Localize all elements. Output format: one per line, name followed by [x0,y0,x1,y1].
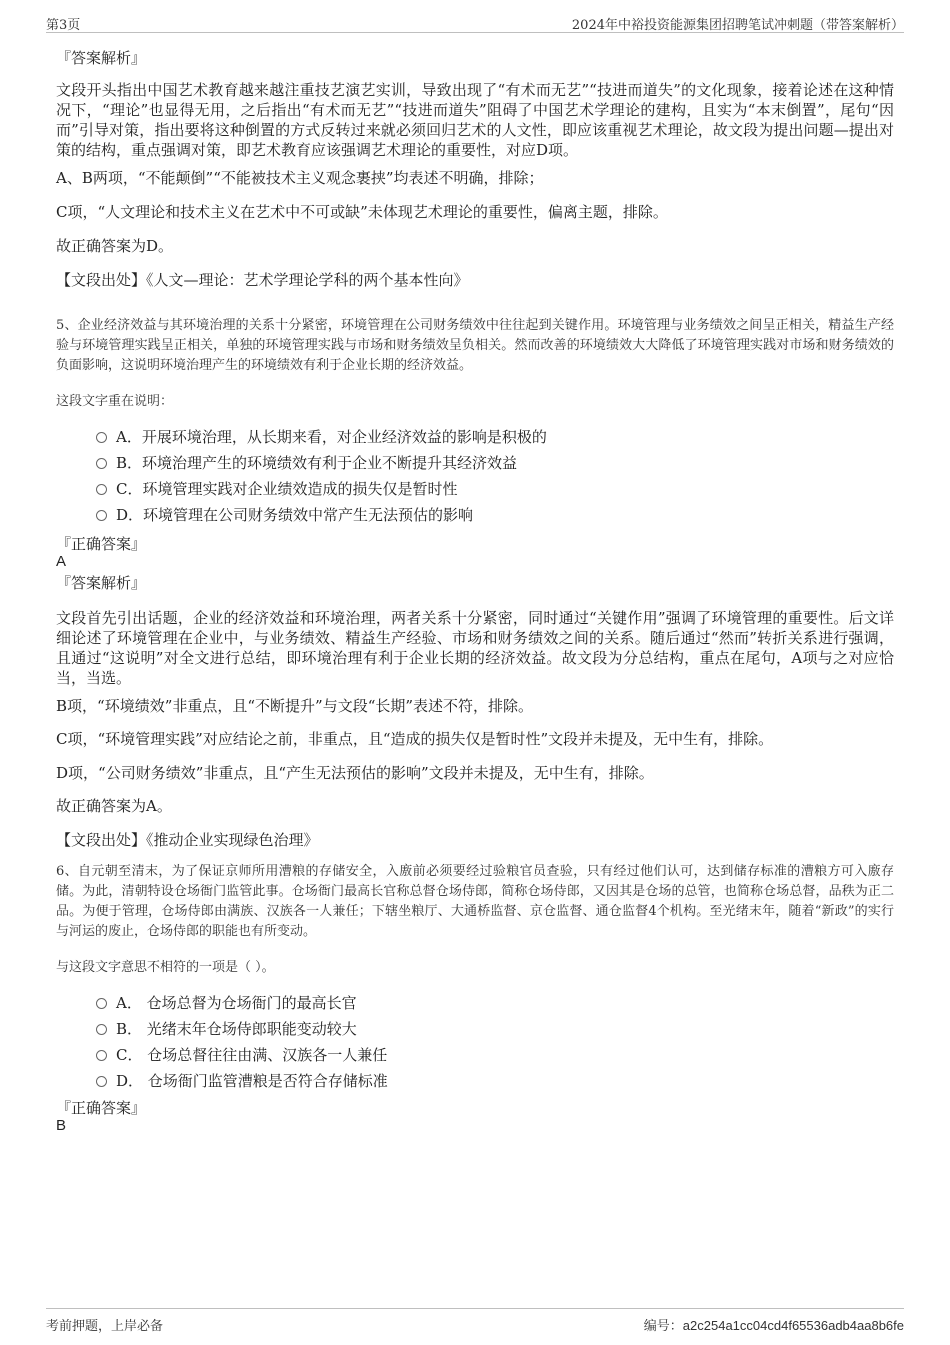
page-number: 第3页 [46,18,81,33]
q6-option-d[interactable]: D． 仓场衙门监管漕粮是否符合存储标准 [96,1068,894,1094]
q4-source: 【文段出处】《人文—理论：艺术学理论学科的两个基本性向》 [56,271,469,289]
q5-options [96,424,894,528]
q6-options [96,990,894,1094]
q5-conclusion: 故正确答案为A。 [56,797,172,815]
radio-icon[interactable] [96,510,107,521]
q5-answer: A [56,553,67,570]
q5-explain-d: D项，“公司财务绩效”非重点，且“产生无法预估的影响”文段并未提及，无中生有，排除。 [56,764,654,782]
document-title: 2024年中裕投资能源集团招聘笔试冲刺题（带答案解析） [571,18,904,33]
radio-icon[interactable] [96,1076,107,1087]
q4-explain-ab: A、B两项，“不能颠倒”“不能被技术主义观念裹挟”均表述不明确，排除； [56,169,544,187]
q5-explain-c: C项，“环境管理实践”对应结论之前，非重点，且“造成的损失仅是暂时性”文段并未提及，无中生有，排除。 [56,730,774,748]
footer-slogan: 考前押题，上岸必备 [46,1319,164,1334]
page-footer [46,1308,904,1337]
code-value: a2c254a1cc04cd4f65536adb4aa8b6fe [682,1318,904,1333]
radio-icon[interactable] [96,432,107,443]
q5-option-a[interactable]: A．开展环境治理，从长期来看，对企业经济效益的影响是积极的 [96,424,894,450]
radio-icon[interactable] [96,458,107,469]
q5-explain-b: B项，“环境绩效”非重点，且“不断提升”与文段“长期”表述不符，排除。 [56,697,534,715]
q5-option-c[interactable]: C．环境管理实践对企业绩效造成的损失仅是暂时性 [96,476,894,502]
q5-source: 【文段出处】《推动企业实现绿色治理》 [56,831,319,849]
q6-stem: 6、自元朝至清末，为了保证京师所用漕粮的存储安全，入廒前必须要经过验粮官员查验，只有经过他们认可，达到储存标准的漕粮方可入廒存储。为此，清朝特设仓场衙门监管此事。仓场衙门最高长官称总督仓场侍郎，简称仓场侍郎，又因其是仓场的总管，也简称仓场总督，品秩为正二品。为便于管理，仓场侍郎由满族、汉族各一人兼任；下辖坐粮厅、大通桥监督、京仓监督、通仓监督4个机构。至光绪末年，随着“新政”的实行与河运的废止，仓场侍郎的职能也有所变动。 [56,864,894,939]
q6-answer-label: 『正确答案』 [56,1099,147,1117]
q5-option-b[interactable]: B．环境治理产生的环境绩效有利于企业不断提升其经济效益 [96,450,894,476]
q4-analysis: 文段开头指出中国艺术教育越来越注重技艺演艺实训，导致出现了“有术而无艺”“技进而道失”的文化现象，接着论述在这种情况下，“理论”也显得无用，之后指出“有术而无艺”“技进而道失”阻碍了中国艺术学理论的建构，且实为“本末倒置”，尾句“因而”引导对策，指出要将这种倒置的方式反转过来就必须回归艺术的人文性，即应该重视艺术理论，故文段为提出问题—提出对策的结构，重点强调对策，即艺术教育应该强调艺术理论的重要性，对应D项。 [56,81,894,159]
q5-answer-label: 『正确答案』 [56,535,147,553]
document-code [644,1315,904,1334]
q4-analysis-label: 『答案解析』 [56,49,147,67]
q5-stem: 5、企业经济效益与其环境治理的关系十分紧密，环境管理在公司财务绩效中往往起到关键作用。环境管理与业务绩效之间呈正相关，精益生产经验与环境管理实践呈正相关，单独的环境管理实践与市场和财务绩效呈负相关。然而改善的环境绩效大大降低了环境管理实践对市场和财务绩效的负面影响，这说明环境治理产生的环境绩效有利于企业长期的经济效益。 [56,318,894,373]
q5-analysis-label: 『答案解析』 [56,574,147,592]
q6-option-b[interactable]: B． 光绪末年仓场侍郎职能变动较大 [96,1016,894,1042]
radio-icon[interactable] [96,484,107,495]
q6-question: 与这段文字意思不相符的一项是（ ）。 [56,960,275,975]
q6-option-a[interactable]: A． 仓场总督为仓场衙门的最高长官 [96,990,894,1016]
q5-question: 这段文字重在说明： [56,394,174,409]
q4-conclusion: 故正确答案为D。 [56,237,174,255]
q4-explain-c: C项，“人文理论和技术主义在艺术中不可或缺”未体现艺术理论的重要性，偏离主题，排除。 [56,203,668,221]
radio-icon[interactable] [96,1050,107,1061]
code-label: 编号： [643,1319,683,1334]
page-header [46,12,904,33]
q5-analysis: 文段首先引出话题，企业的经济效益和环境治理，两者关系十分紧密，同时通过“关键作用”强调了环境管理的重要性。后文详细论述了环境管理在企业中，与业务绩效、精益生产经验、市场和财务绩效之间的关系。随后通过“然而”转折关系进行强调，且通过“这说明”对全文进行总结，即环境治理有利于企业长期的经济效益。故文段为分总结构，重点在尾句，A项与之对应恰当，当选。 [56,609,894,687]
q5-option-d[interactable]: D．环境管理在公司财务绩效中常产生无法预估的影响 [96,502,894,528]
q6-answer: B [56,1117,67,1134]
radio-icon[interactable] [96,1024,107,1035]
radio-icon[interactable] [96,998,107,1009]
q6-option-c[interactable]: C． 仓场总督往往由满、汉族各一人兼任 [96,1042,894,1068]
